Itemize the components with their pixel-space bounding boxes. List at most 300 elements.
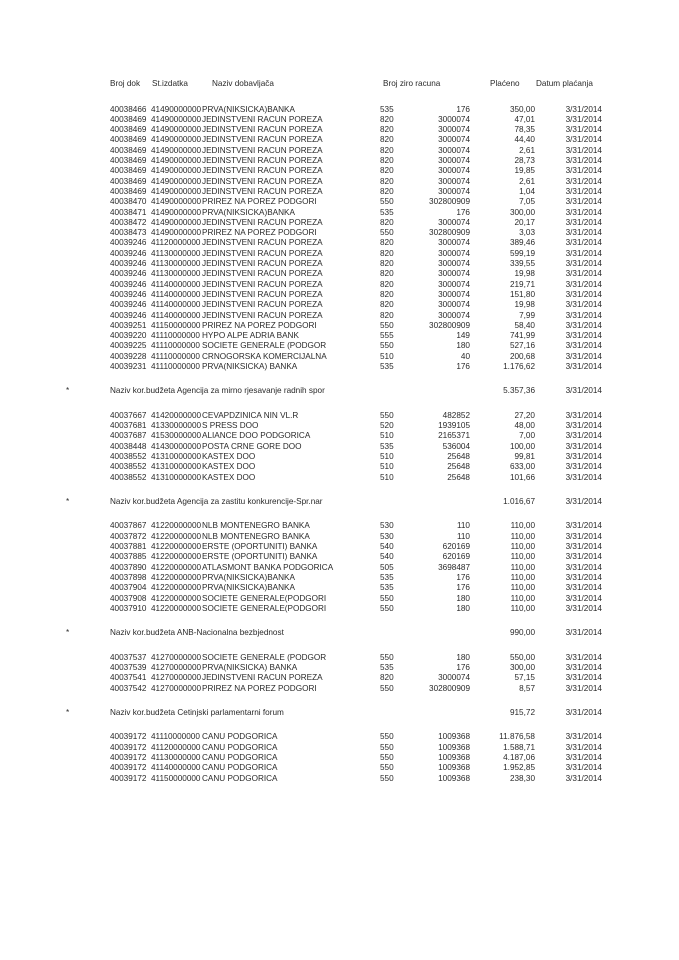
cell-account-number: 620169: [442, 542, 470, 551]
table-row: [0, 472, 679, 483]
cell-naziv-dobavljaca: JEDINSTVENI RACUN POREZA: [202, 673, 323, 683]
budget-section-summary: [0, 707, 679, 718]
cell-account-number: 3000074: [438, 217, 470, 227]
cell-naziv-dobavljaca: PRVA(NIKSICKA)BANKA: [202, 572, 295, 582]
cell-naziv-dobavljaca: ERSTE (OPORTUNITI) BANKA: [202, 542, 318, 551]
cell-bank-code: 550: [380, 763, 394, 773]
cell-broj-dok: 40038469: [110, 156, 147, 165]
cell-bank-code: 550: [380, 652, 394, 662]
cell-account-number: 1009368: [438, 752, 470, 762]
cell-datum-placanja: 3/31/2014: [565, 763, 602, 773]
cell-naziv-dobavljaca: CANU PODGORICA: [202, 773, 278, 783]
cell-account-number: 3000074: [438, 673, 470, 683]
section-date: 3/31/2014: [565, 386, 602, 396]
cell-placeno: 110,00: [510, 552, 535, 562]
cell-account-number: 25648: [447, 452, 470, 461]
cell-naziv-dobavljaca: SOCIETE GENERALE (PODGOR: [202, 341, 327, 351]
cell-broj-dok: 40037890: [110, 562, 147, 572]
cell-bank-code: 535: [380, 362, 394, 371]
cell-st-izdatka: 41490000000: [151, 145, 202, 155]
cell-broj-dok: 40038466: [110, 104, 147, 114]
cell-account-number: 110: [456, 531, 470, 541]
cell-naziv-dobavljaca: ERSTE (OPORTUNITI) BANKA: [202, 552, 318, 562]
cell-placeno: 8,57: [519, 683, 535, 693]
cell-broj-dok: 40037908: [110, 593, 147, 603]
cell-placeno: 58,40: [514, 320, 535, 330]
cell-naziv-dobavljaca: POSTA CRNE GORE DOO: [202, 441, 302, 451]
cell-st-izdatka: 41270000000: [151, 683, 202, 693]
cell-datum-placanja: 3/31/2014: [565, 732, 602, 742]
cell-naziv-dobavljaca: KASTEX DOO: [202, 462, 256, 472]
cell-broj-dok: 40038469: [110, 135, 147, 145]
cell-naziv-dobavljaca: PRVA(NIKSICKA)BANKA: [202, 583, 295, 593]
cell-st-izdatka: 41490000000: [151, 228, 202, 238]
section-total: 5.357,36: [503, 386, 535, 396]
header-placeno: Plaćeno: [490, 79, 520, 88]
cell-account-number: 1009368: [438, 732, 470, 742]
cell-placeno: 110,00: [510, 583, 535, 593]
cell-st-izdatka: 41130000000: [151, 248, 201, 258]
cell-datum-placanja: 3/31/2014: [565, 572, 602, 582]
cell-account-number: 3698487: [438, 562, 470, 572]
cell-naziv-dobavljaca: JEDINSTVENI RACUN POREZA: [202, 186, 323, 196]
cell-broj-dok: 40039246: [110, 238, 147, 248]
cell-naziv-dobavljaca: PRVA(NIKSICKA) BANKA: [202, 362, 298, 371]
cell-bank-code: 550: [380, 742, 394, 752]
cell-placeno: 7,00: [519, 431, 535, 441]
cell-bank-code: 535: [380, 572, 394, 582]
table-row: [0, 773, 679, 784]
cell-datum-placanja: 3/31/2014: [565, 145, 602, 155]
cell-datum-placanja: 3/31/2014: [565, 773, 602, 783]
cell-st-izdatka: 41490000000: [151, 114, 202, 124]
cell-datum-placanja: 3/31/2014: [565, 351, 602, 361]
cell-bank-code: 535: [380, 104, 394, 114]
cell-bank-code: 820: [380, 176, 394, 186]
cell-account-number: 110: [456, 521, 470, 531]
cell-st-izdatka: 41490000000: [151, 197, 202, 207]
cell-account-number: 3000074: [438, 238, 470, 248]
cell-bank-code: 550: [380, 320, 394, 330]
section-date: 3/31/2014: [565, 628, 602, 638]
cell-account-number: 180: [456, 603, 470, 613]
cell-naziv-dobavljaca: JEDINSTVENI RACUN POREZA: [202, 156, 323, 165]
cell-broj-dok: 40039228: [110, 351, 147, 361]
cell-account-number: 3000074: [438, 279, 470, 289]
section-date: 3/31/2014: [565, 707, 602, 717]
cell-naziv-dobavljaca: JEDINSTVENI RACUN POREZA: [202, 289, 323, 299]
cell-datum-placanja: 3/31/2014: [565, 104, 602, 114]
cell-naziv-dobavljaca: SOCIETE GENERALE(PODGORI: [202, 593, 327, 603]
cell-st-izdatka: 41120000000: [151, 238, 201, 248]
cell-broj-dok: 40039246: [110, 279, 147, 289]
cell-st-izdatka: 41420000000: [151, 410, 202, 420]
cell-st-izdatka: 41220000000: [151, 603, 202, 613]
cell-placeno: 20,17: [514, 217, 535, 227]
cell-st-izdatka: 41270000000: [151, 652, 202, 662]
cell-account-number: 3000074: [438, 135, 470, 145]
cell-naziv-dobavljaca: NLB MONTENEGRO BANKA: [202, 531, 310, 541]
cell-placeno: 99,81: [514, 452, 535, 461]
cell-bank-code: 820: [380, 279, 394, 289]
cell-datum-placanja: 3/31/2014: [565, 652, 602, 662]
cell-st-izdatka: 41220000000: [151, 552, 202, 562]
cell-datum-placanja: 3/31/2014: [565, 320, 602, 330]
cell-naziv-dobavljaca: CEVAPDZINICA NIN VL.R: [202, 410, 299, 420]
cell-datum-placanja: 3/31/2014: [565, 683, 602, 693]
cell-st-izdatka: 41110000000: [151, 331, 200, 341]
cell-datum-placanja: 3/31/2014: [565, 269, 602, 279]
cell-bank-code: 820: [380, 166, 394, 176]
cell-naziv-dobavljaca: CRNOGORSKA KOMERCIJALNA: [202, 351, 327, 361]
cell-placeno: 633,00: [509, 462, 535, 472]
cell-account-number: 2165371: [438, 431, 470, 441]
cell-account-number: 302800909: [429, 320, 470, 330]
cell-broj-dok: 40038469: [110, 125, 147, 135]
cell-st-izdatka: 41270000000: [151, 662, 202, 672]
cell-placeno: 4.187,06: [503, 752, 535, 762]
cell-placeno: 110,00: [510, 572, 535, 582]
cell-placeno: 339,55: [509, 259, 535, 268]
cell-bank-code: 820: [380, 125, 394, 135]
cell-st-izdatka: 41130000000: [151, 752, 201, 762]
cell-naziv-dobavljaca: JEDINSTVENI RACUN POREZA: [202, 248, 323, 258]
cell-bank-code: 530: [380, 521, 394, 531]
cell-naziv-dobavljaca: PRVA(NIKSICKA)BANKA: [202, 207, 295, 217]
cell-st-izdatka: 41310000000: [151, 452, 202, 461]
cell-naziv-dobavljaca: JEDINSTVENI RACUN POREZA: [202, 166, 323, 176]
cell-bank-code: 535: [380, 662, 394, 672]
header-naziv-dobavljaca: Naziv dobavljača: [212, 79, 274, 88]
cell-placeno: 1,04: [519, 186, 535, 196]
cell-account-number: 149: [456, 331, 470, 341]
cell-account-number: 180: [456, 341, 470, 351]
cell-placeno: 219,71: [509, 279, 535, 289]
cell-st-izdatka: 41530000000: [151, 431, 202, 441]
cell-datum-placanja: 3/31/2014: [565, 462, 602, 472]
table-row: [0, 603, 679, 614]
cell-placeno: 110,00: [510, 593, 535, 603]
cell-datum-placanja: 3/31/2014: [565, 166, 602, 176]
cell-datum-placanja: 3/31/2014: [565, 228, 602, 238]
cell-placeno: 599,19: [509, 248, 535, 258]
cell-account-number: 180: [456, 593, 470, 603]
cell-placeno: 110,00: [510, 562, 535, 572]
cell-placeno: 110,00: [510, 603, 535, 613]
cell-naziv-dobavljaca: S PRESS DOO: [202, 421, 259, 431]
header-broj-ziro-racuna: Broj ziro racuna: [383, 79, 441, 88]
cell-broj-dok: 40037687: [110, 431, 147, 441]
cell-placeno: 741,99: [509, 331, 535, 341]
cell-broj-dok: 40039172: [110, 752, 147, 762]
cell-account-number: 3000074: [438, 145, 470, 155]
cell-naziv-dobavljaca: CANU PODGORICA: [202, 763, 278, 773]
cell-naziv-dobavljaca: PRVA(NIKSICKA)BANKA: [202, 104, 295, 114]
cell-bank-code: 820: [380, 310, 394, 320]
column-header-row: [0, 78, 679, 89]
cell-bank-code: 510: [380, 452, 394, 461]
cell-st-izdatka: 41270000000: [151, 673, 202, 683]
cell-broj-dok: 40037904: [110, 583, 147, 593]
cell-placeno: 300,00: [509, 207, 535, 217]
cell-bank-code: 535: [380, 583, 394, 593]
cell-st-izdatka: 41490000000: [151, 176, 202, 186]
cell-st-izdatka: 41150000000: [151, 773, 201, 783]
cell-broj-dok: 40039172: [110, 773, 147, 783]
cell-account-number: 3000074: [438, 289, 470, 299]
cell-st-izdatka: 41140000000: [151, 289, 201, 299]
cell-bank-code: 820: [380, 673, 394, 683]
cell-account-number: 1009368: [438, 742, 470, 752]
cell-naziv-dobavljaca: PRIREZ NA POREZ PODGORI: [202, 197, 317, 207]
cell-bank-code: 820: [380, 145, 394, 155]
cell-st-izdatka: 41130000000: [151, 259, 201, 268]
cell-bank-code: 510: [380, 472, 394, 482]
cell-st-izdatka: 41220000000: [151, 593, 202, 603]
cell-datum-placanja: 3/31/2014: [565, 562, 602, 572]
section-marker: *: [66, 386, 70, 396]
cell-broj-dok: 40038448: [110, 441, 147, 451]
cell-account-number: 3000074: [438, 156, 470, 165]
table-row: [0, 683, 679, 694]
cell-broj-dok: 40039220: [110, 331, 147, 341]
cell-st-izdatka: 41110000000: [151, 351, 200, 361]
cell-datum-placanja: 3/31/2014: [565, 217, 602, 227]
cell-datum-placanja: 3/31/2014: [565, 431, 602, 441]
cell-datum-placanja: 3/31/2014: [565, 259, 602, 268]
cell-account-number: 536004: [442, 441, 470, 451]
cell-datum-placanja: 3/31/2014: [565, 662, 602, 672]
cell-placeno: 389,46: [509, 238, 535, 248]
header-broj-dok: Broj dok: [110, 79, 141, 88]
cell-bank-code: 540: [380, 552, 394, 562]
section-total: 1.016,67: [503, 496, 535, 506]
cell-broj-dok: 40039172: [110, 763, 147, 773]
cell-bank-code: 510: [380, 431, 394, 441]
cell-bank-code: 550: [380, 683, 394, 693]
cell-naziv-dobavljaca: JEDINSTVENI RACUN POREZA: [202, 310, 323, 320]
cell-naziv-dobavljaca: JEDINSTVENI RACUN POREZA: [202, 114, 323, 124]
cell-st-izdatka: 41490000000: [151, 207, 202, 217]
cell-account-number: 176: [456, 662, 470, 672]
cell-datum-placanja: 3/31/2014: [565, 742, 602, 752]
cell-broj-dok: 40037910: [110, 603, 147, 613]
cell-bank-code: 510: [380, 351, 394, 361]
cell-datum-placanja: 3/31/2014: [565, 542, 602, 551]
cell-placeno: 300,00: [509, 662, 535, 672]
cell-naziv-dobavljaca: HYPO ALPE ADRIA BANK: [202, 331, 299, 341]
cell-placeno: 2,61: [519, 145, 535, 155]
cell-account-number: 176: [456, 572, 470, 582]
cell-st-izdatka: 41220000000: [151, 583, 202, 593]
cell-account-number: 25648: [447, 462, 470, 472]
cell-naziv-dobavljaca: JEDINSTVENI RACUN POREZA: [202, 300, 323, 310]
cell-account-number: 1009368: [438, 763, 470, 773]
budget-section-summary: [0, 385, 679, 396]
cell-account-number: 3000074: [438, 166, 470, 176]
cell-placeno: 28,73: [514, 156, 535, 165]
cell-account-number: 3000074: [438, 186, 470, 196]
cell-bank-code: 505: [380, 562, 394, 572]
cell-naziv-dobavljaca: JEDINSTVENI RACUN POREZA: [202, 145, 323, 155]
cell-bank-code: 820: [380, 238, 394, 248]
cell-naziv-dobavljaca: KASTEX DOO: [202, 452, 256, 461]
cell-bank-code: 550: [380, 197, 394, 207]
cell-placeno: 19,85: [514, 166, 535, 176]
cell-account-number: 3000074: [438, 248, 470, 258]
cell-account-number: 3000074: [438, 310, 470, 320]
cell-naziv-dobavljaca: PRVA(NIKSICKA) BANKA: [202, 662, 298, 672]
cell-bank-code: 550: [380, 593, 394, 603]
cell-broj-dok: 40038469: [110, 166, 147, 176]
cell-placeno: 78,35: [514, 125, 535, 135]
cell-bank-code: 820: [380, 248, 394, 258]
cell-broj-dok: 40037681: [110, 421, 147, 431]
cell-bank-code: 550: [380, 603, 394, 613]
cell-placeno: 7,99: [519, 310, 535, 320]
cell-datum-placanja: 3/31/2014: [565, 521, 602, 531]
cell-account-number: 3000074: [438, 259, 470, 268]
cell-bank-code: 535: [380, 441, 394, 451]
cell-placeno: 11.876,58: [499, 732, 535, 742]
cell-datum-placanja: 3/31/2014: [565, 156, 602, 165]
cell-broj-dok: 40038472: [110, 217, 147, 227]
section-marker: *: [66, 628, 70, 638]
cell-bank-code: 820: [380, 217, 394, 227]
cell-placeno: 1.952,85: [503, 763, 535, 773]
cell-st-izdatka: 41110000000: [151, 362, 200, 371]
cell-naziv-dobavljaca: ATLASMONT BANKA PODGORICA: [202, 562, 334, 572]
cell-st-izdatka: 41140000000: [151, 310, 201, 320]
cell-placeno: 7,05: [519, 197, 535, 207]
cell-placeno: 110,00: [510, 521, 535, 531]
cell-placeno: 200,68: [509, 351, 535, 361]
cell-st-izdatka: 41490000000: [151, 125, 202, 135]
cell-bank-code: 550: [380, 341, 394, 351]
cell-placeno: 527,16: [509, 341, 535, 351]
cell-account-number: 3000074: [438, 125, 470, 135]
cell-bank-code: 820: [380, 156, 394, 165]
cell-placeno: 151,80: [509, 289, 535, 299]
cell-datum-placanja: 3/31/2014: [565, 362, 602, 371]
cell-datum-placanja: 3/31/2014: [565, 752, 602, 762]
cell-bank-code: 820: [380, 259, 394, 268]
cell-bank-code: 555: [380, 331, 394, 341]
cell-broj-dok: 40038473: [110, 228, 147, 238]
cell-broj-dok: 40038552: [110, 472, 147, 482]
cell-naziv-dobavljaca: PRIREZ NA POREZ PODGORI: [202, 320, 317, 330]
budget-section-summary: [0, 496, 679, 507]
cell-naziv-dobavljaca: CANU PODGORICA: [202, 742, 278, 752]
cell-placeno: 101,66: [509, 472, 535, 482]
cell-placeno: 19,98: [514, 269, 535, 279]
cell-broj-dok: 40037537: [110, 652, 147, 662]
cell-bank-code: 820: [380, 300, 394, 310]
cell-placeno: 19,98: [514, 300, 535, 310]
section-title: Naziv kor.budžeta Agencija za zastitu konkurencije-Spr.nar: [110, 496, 323, 506]
cell-account-number: 176: [456, 362, 470, 371]
section-title: Naziv kor.budžeta Cetinjski parlamentarni forum: [110, 707, 284, 717]
cell-st-izdatka: 41220000000: [151, 542, 202, 551]
cell-broj-dok: 40038471: [110, 207, 147, 217]
cell-broj-dok: 40039246: [110, 289, 147, 299]
cell-st-izdatka: 41110000000: [151, 732, 200, 742]
cell-placeno: 44,40: [514, 135, 535, 145]
cell-broj-dok: 40038469: [110, 114, 147, 124]
cell-datum-placanja: 3/31/2014: [565, 176, 602, 186]
cell-datum-placanja: 3/31/2014: [565, 248, 602, 258]
cell-datum-placanja: 3/31/2014: [565, 114, 602, 124]
cell-naziv-dobavljaca: JEDINSTVENI RACUN POREZA: [202, 217, 323, 227]
cell-broj-dok: 40039246: [110, 269, 147, 279]
cell-datum-placanja: 3/31/2014: [565, 441, 602, 451]
cell-st-izdatka: 41220000000: [151, 562, 202, 572]
cell-naziv-dobavljaca: JEDINSTVENI RACUN POREZA: [202, 238, 323, 248]
cell-broj-dok: 40039172: [110, 732, 147, 742]
cell-st-izdatka: 41490000000: [151, 166, 202, 176]
cell-st-izdatka: 41490000000: [151, 217, 202, 227]
cell-placeno: 238,30: [509, 773, 535, 783]
section-date: 3/31/2014: [565, 496, 602, 506]
cell-broj-dok: 40039246: [110, 310, 147, 320]
cell-bank-code: 535: [380, 207, 394, 217]
cell-broj-dok: 40037872: [110, 531, 147, 541]
cell-bank-code: 820: [380, 114, 394, 124]
cell-datum-placanja: 3/31/2014: [565, 186, 602, 196]
cell-datum-placanja: 3/31/2014: [565, 125, 602, 135]
cell-datum-placanja: 3/31/2014: [565, 310, 602, 320]
cell-st-izdatka: 41490000000: [151, 104, 202, 114]
section-marker: *: [66, 707, 70, 717]
cell-bank-code: 550: [380, 732, 394, 742]
cell-broj-dok: 40039246: [110, 248, 147, 258]
cell-broj-dok: 40039246: [110, 259, 147, 268]
cell-datum-placanja: 3/31/2014: [565, 289, 602, 299]
cell-datum-placanja: 3/31/2014: [565, 238, 602, 248]
cell-account-number: 302800909: [429, 197, 470, 207]
cell-account-number: 482852: [442, 410, 470, 420]
cell-placeno: 110,00: [510, 531, 535, 541]
cell-broj-dok: 40038469: [110, 145, 147, 155]
cell-broj-dok: 40037539: [110, 662, 147, 672]
cell-datum-placanja: 3/31/2014: [565, 531, 602, 541]
cell-datum-placanja: 3/31/2014: [565, 552, 602, 562]
cell-datum-placanja: 3/31/2014: [565, 331, 602, 341]
cell-datum-placanja: 3/31/2014: [565, 279, 602, 289]
cell-st-izdatka: 41220000000: [151, 521, 202, 531]
section-total: 915,72: [509, 707, 535, 717]
cell-bank-code: 510: [380, 462, 394, 472]
cell-naziv-dobavljaca: KASTEX DOO: [202, 472, 256, 482]
cell-account-number: 1939105: [438, 421, 470, 431]
cell-account-number: 302800909: [429, 683, 470, 693]
cell-placeno: 100,00: [509, 441, 535, 451]
cell-bank-code: 550: [380, 773, 394, 783]
cell-bank-code: 820: [380, 135, 394, 145]
cell-datum-placanja: 3/31/2014: [565, 673, 602, 683]
cell-st-izdatka: 41220000000: [151, 531, 202, 541]
cell-bank-code: 820: [380, 269, 394, 279]
cell-broj-dok: 40038469: [110, 186, 147, 196]
cell-account-number: 180: [456, 652, 470, 662]
cell-broj-dok: 40039246: [110, 300, 147, 310]
cell-naziv-dobavljaca: JEDINSTVENI RACUN POREZA: [202, 269, 323, 279]
cell-placeno: 350,00: [509, 104, 535, 114]
cell-naziv-dobavljaca: NLB MONTENEGRO BANKA: [202, 521, 310, 531]
cell-bank-code: 550: [380, 410, 394, 420]
cell-st-izdatka: 41110000000: [151, 341, 200, 351]
cell-broj-dok: 40037885: [110, 552, 147, 562]
